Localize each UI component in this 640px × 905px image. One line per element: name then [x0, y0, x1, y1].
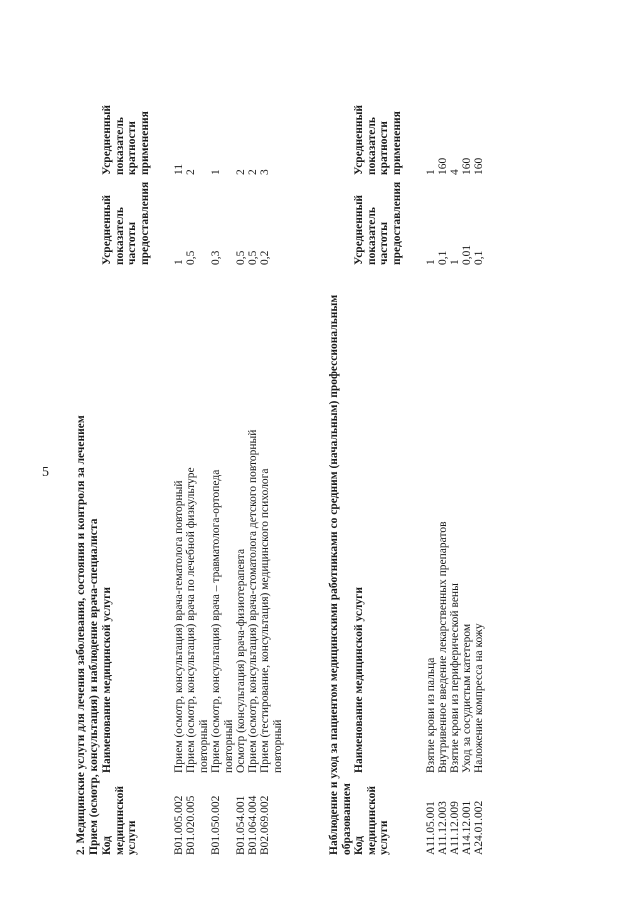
service-code: A11.12.003 — [437, 801, 449, 855]
header-frequency-line: Усредненный — [101, 194, 113, 265]
frequency-value: 0,1 — [473, 250, 485, 265]
frequency-value: 0,3 — [210, 250, 222, 265]
header-frequency-line: предоставления — [390, 181, 403, 265]
header-frequency-line: частоты — [378, 221, 390, 265]
header-multiplicity-line: показатель — [113, 117, 126, 175]
header-frequency-line: показатель — [365, 207, 378, 265]
frequency-value: 0,5 — [235, 250, 247, 265]
service-code: B01.050.002 — [210, 795, 222, 855]
multiplicity-value: 2 — [185, 169, 197, 175]
multiplicity-value: 1 — [210, 169, 222, 175]
service-code: B02.069.002 — [259, 795, 271, 855]
service-code: A14.12.001 — [461, 800, 473, 855]
service-name-line: Прием (осмотр, консультация) врача по лечебной физкультуре — [185, 467, 197, 773]
service-name-line: повторный — [222, 719, 235, 773]
service-code: A24.01.002 — [473, 800, 485, 855]
frequency-value: 1 — [425, 259, 437, 265]
service-name-line: Прием (осмотр, консультация) врача-стоматолога детского повторный — [247, 429, 259, 773]
frequency-value: 1 — [449, 259, 461, 265]
header-frequency-line: предоставления — [138, 181, 151, 265]
frequency-value: 0,5 — [247, 250, 259, 265]
service-name-line: Прием (осмотр, консультация) врача-гематолога повторный — [173, 480, 185, 773]
service-name-line: Прием (тестирование, консультация) медицинского психолога — [259, 468, 271, 773]
service-code: B01.064.004 — [247, 795, 259, 855]
section2-title-line2: образованием — [340, 783, 353, 855]
header-multiplicity-line: кратности — [378, 121, 390, 175]
service-name-line: Взятие крови из периферической вены — [449, 583, 461, 773]
header-frequency-line: Усредненный — [353, 194, 365, 265]
frequency-value: 1 — [173, 259, 185, 265]
section2-title: Наблюдение и уход за пациентом медицинскими работниками со средним (начальным) профессиональным — [328, 294, 340, 855]
header-code-line: медицинской — [365, 785, 378, 855]
multiplicity-value: 3 — [259, 169, 271, 175]
header-name: Наименование медицинской услуги — [353, 586, 365, 773]
section1-subtitle: Прием (осмотр, консультация) и наблюдение врача-специалиста — [87, 518, 100, 855]
header-multiplicity-line: кратности — [126, 121, 138, 175]
service-name-line: Уход за сосудистым катетером — [461, 623, 473, 773]
multiplicity-value: 160 — [473, 157, 485, 175]
page-number: 5 — [42, 465, 49, 480]
service-name-line: Внутривенное введение лекарственных препаратов — [437, 521, 449, 773]
header-code-line: медицинской — [113, 785, 126, 855]
service-name-line: повторный — [271, 719, 284, 773]
service-code: A11.05.001 — [425, 801, 437, 855]
multiplicity-value: 11 — [173, 163, 185, 175]
header-code-line: Код — [353, 835, 365, 855]
frequency-value: 0,2 — [259, 250, 271, 265]
multiplicity-value: 160 — [437, 157, 449, 175]
service-name-line: Прием (осмотр, консультация) врача – травматолога-ортопеда — [210, 469, 222, 773]
header-multiplicity-line: показатель — [365, 117, 378, 175]
header-multiplicity-line: применения — [138, 111, 151, 175]
header-multiplicity-line: Усредненный — [101, 104, 113, 175]
service-code: B01.020.005 — [185, 795, 197, 855]
header-code-line: Код — [101, 835, 113, 855]
frequency-value: 0,1 — [437, 250, 449, 265]
multiplicity-value: 2 — [247, 169, 259, 175]
multiplicity-value: 4 — [449, 169, 461, 175]
service-name-line: Наложение компресса на кожу — [473, 623, 485, 773]
frequency-value: 0,01 — [461, 244, 473, 265]
multiplicity-value: 160 — [461, 157, 473, 175]
header-frequency-line: частоты — [126, 221, 138, 265]
header-frequency-line: показатель — [113, 207, 126, 265]
service-code: A11.12.009 — [449, 801, 461, 855]
service-name-line: повторный — [197, 719, 210, 773]
rotated-page-content — [75, 85, 595, 855]
service-name-line: Осмотр (консультация) врача-физиотерапевта — [235, 548, 247, 773]
service-code: B01.054.001 — [235, 795, 247, 855]
multiplicity-value: 2 — [235, 169, 247, 175]
multiplicity-value: 1 — [425, 169, 437, 175]
section1-title: 2. Медицинские услуги для лечения заболевания, состояния и контроля за лечением — [75, 415, 87, 855]
header-code-line: услуги — [126, 820, 138, 855]
header-name: Наименование медицинской услуги — [101, 586, 113, 773]
service-name-line: Взятие крови из пальца — [425, 657, 437, 773]
frequency-value: 0,5 — [185, 250, 197, 265]
service-code: B01.005.002 — [173, 795, 185, 855]
header-multiplicity-line: Усредненный — [353, 104, 365, 175]
header-multiplicity-line: применения — [390, 111, 403, 175]
header-code-line: услуги — [378, 820, 390, 855]
